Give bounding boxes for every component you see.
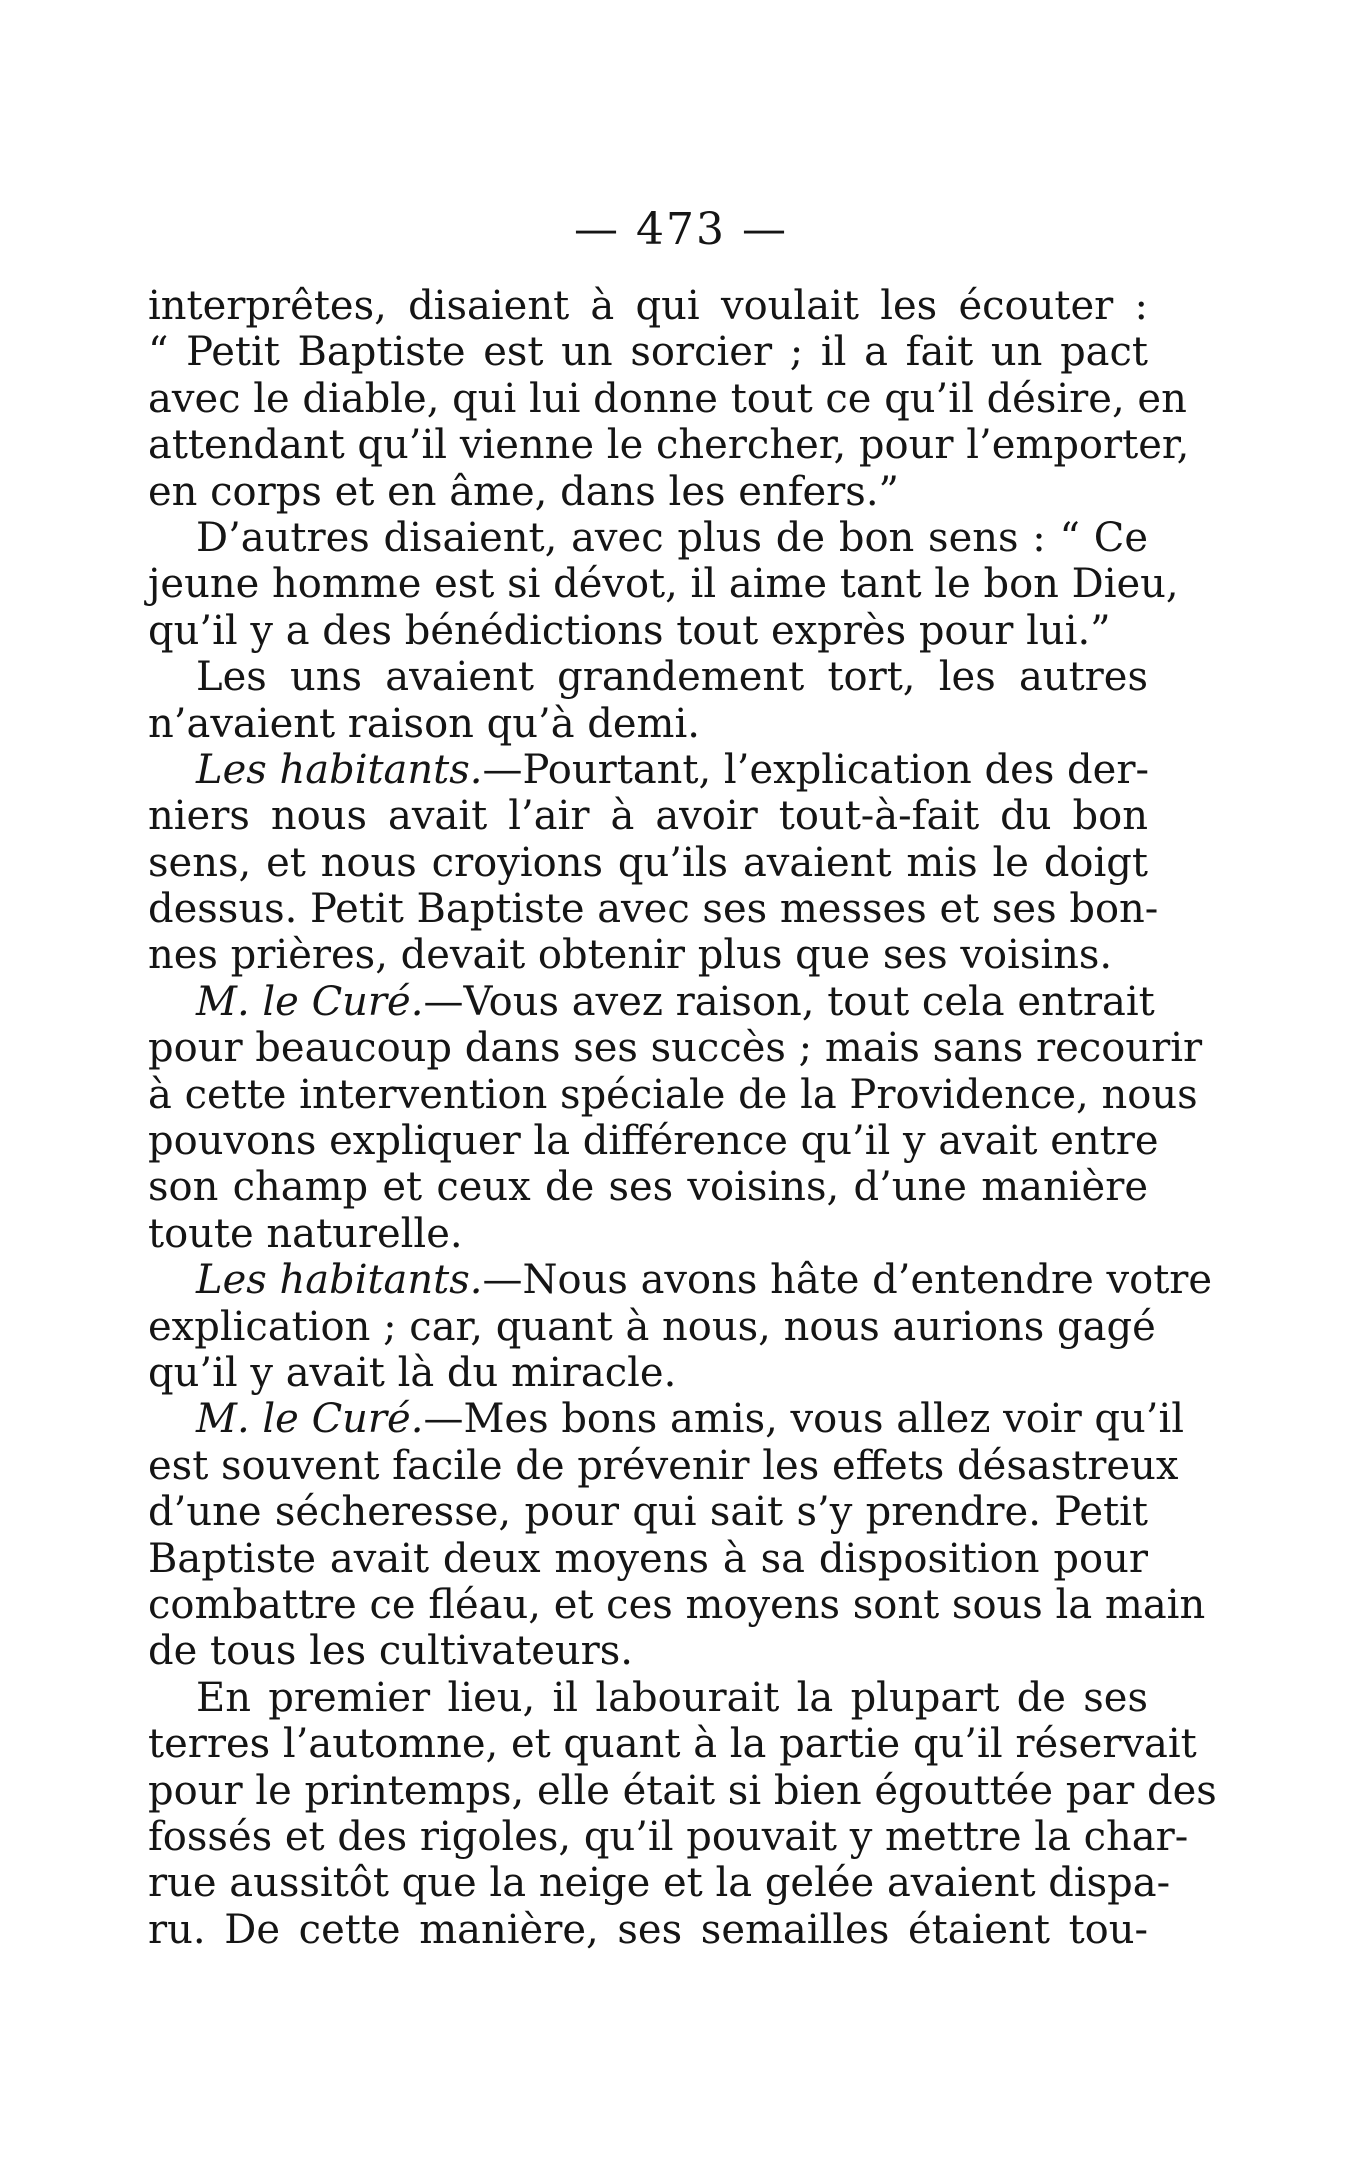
text-line — [148, 1675, 1148, 1721]
text-line — [148, 1303, 1156, 1350]
line-text: n’avaient raison qu’à demi. — [148, 700, 700, 747]
line-text: Les uns avaient grandement tort, les autres — [196, 654, 1148, 701]
speaker-label: M. le Curé. — [196, 978, 424, 1025]
line-text: dessus. Petit Baptiste avec ses messes et ses bon- — [148, 886, 1159, 933]
text-line — [148, 747, 1148, 793]
line-text: de tous les cultivateurs. — [148, 1628, 633, 1675]
text-line — [148, 329, 1148, 375]
text-line — [148, 608, 1148, 654]
line-text: pour le printemps, elle était si bien égouttée par des — [148, 1767, 1217, 1814]
line-text: toute naturelle. — [148, 1210, 463, 1257]
text-line — [148, 1257, 1213, 1304]
line-text: son champ et ceux de ses voisins, d’une manière — [148, 1164, 1148, 1211]
text-line — [148, 1489, 1148, 1535]
text-line — [148, 1536, 1148, 1582]
text-line — [148, 1907, 1148, 1953]
line-text: en corps et en âme, dans les enfers.” — [148, 468, 899, 515]
line-text: nes prières, devait obtenir plus que ses voisins. — [148, 932, 1113, 979]
line-text: En premier lieu, il labourait la plupart de ses — [196, 1674, 1148, 1721]
text-line — [148, 375, 1187, 422]
line-text: pouvons expliquer la différence qu’il y avait entre — [148, 1118, 1159, 1165]
text-line — [148, 1025, 1203, 1072]
text-line — [148, 1442, 1179, 1489]
text-line — [148, 422, 1190, 469]
text-line — [148, 283, 1148, 329]
line-text: rue aussitôt que la neige et la gelée avaient dispa- — [148, 1860, 1171, 1907]
text-line — [148, 932, 1148, 978]
text-line — [148, 701, 1148, 747]
line-text: —Nous avons hâte d’entendre votre — [482, 1257, 1213, 1304]
text-line — [148, 469, 1148, 515]
line-text: à cette intervention spéciale de la Providence, nous — [148, 1071, 1198, 1118]
line-text: jeune homme est si dévot, il aime tant le bon Dieu, — [148, 561, 1179, 608]
speaker-label: M. le Curé. — [196, 1396, 424, 1443]
line-text: interprêtes, disaient à qui voulait les écouter : — [148, 283, 1148, 329]
body-text — [148, 283, 1217, 1953]
line-text: —Pourtant, l’explication des der- — [482, 746, 1149, 793]
line-text: qu’il y a des bénédictions tout exprès pour lui.” — [148, 607, 1111, 654]
text-line — [148, 561, 1179, 608]
text-line — [148, 1767, 1217, 1814]
text-line — [148, 1350, 1148, 1396]
line-text: Baptiste avait deux moyens à sa disposition pour — [148, 1535, 1148, 1582]
text-line — [148, 840, 1148, 886]
line-text: ru. De cette manière, ses semailles étaient tou- — [148, 1906, 1148, 1953]
text-line — [148, 1118, 1159, 1165]
line-text: “ Petit Baptiste est un sorcier ; il a fait un pact — [148, 329, 1148, 376]
line-text: sens, et nous croyions qu’ils avaient mis le doigt — [148, 839, 1148, 886]
text-line — [148, 1071, 1198, 1118]
text-line — [148, 1396, 1185, 1443]
line-text: terres l’automne, et quant à la partie qu’il réservait — [148, 1721, 1197, 1768]
line-text: d’une sécheresse, pour qui sait s’y prendre. Petit — [148, 1489, 1148, 1536]
line-text: —Mes bons amis, vous allez voir qu’il — [423, 1396, 1185, 1443]
text-line — [148, 1211, 1148, 1257]
line-text: pour beaucoup dans ses succès ; mais sans recourir — [148, 1025, 1203, 1072]
line-text: avec le diable, qui lui donne tout ce qu’il désire, en — [148, 375, 1187, 422]
text-line — [148, 1164, 1148, 1210]
line-text: est souvent facile de prévenir les effets désastreux — [148, 1442, 1179, 1489]
speaker-label: Les habitants. — [196, 746, 483, 793]
line-text: attendant qu’il vienne le chercher, pour l’emporter, — [148, 422, 1190, 469]
text-line — [148, 978, 1155, 1025]
line-text: —Vous avez raison, tout cela entrait — [423, 978, 1155, 1025]
text-line — [148, 515, 1148, 561]
line-text: fossés et des rigoles, qu’il pouvait y mettre la char- — [148, 1813, 1189, 1860]
text-line — [148, 1628, 1148, 1674]
text-line — [148, 1721, 1197, 1768]
line-text: qu’il y avait là du miracle. — [148, 1349, 677, 1396]
page-number: — 473 — — [574, 204, 788, 255]
line-text: combattre ce fléau, et ces moyens sont sous la main — [148, 1581, 1206, 1628]
line-text: explication ; car, quant à nous, nous aurions gagé — [148, 1303, 1156, 1350]
speaker-label: Les habitants. — [196, 1257, 483, 1304]
text-line — [148, 654, 1148, 700]
text-line — [148, 1581, 1206, 1628]
text-line — [148, 1813, 1189, 1860]
text-line — [148, 886, 1159, 933]
line-text: D’autres disaient, avec plus de bon sens : “ Ce — [196, 514, 1148, 561]
text-line — [148, 1860, 1171, 1907]
line-text: niers nous avait l’air à avoir tout-à-fait du bon — [148, 793, 1148, 840]
text-line — [148, 793, 1148, 839]
